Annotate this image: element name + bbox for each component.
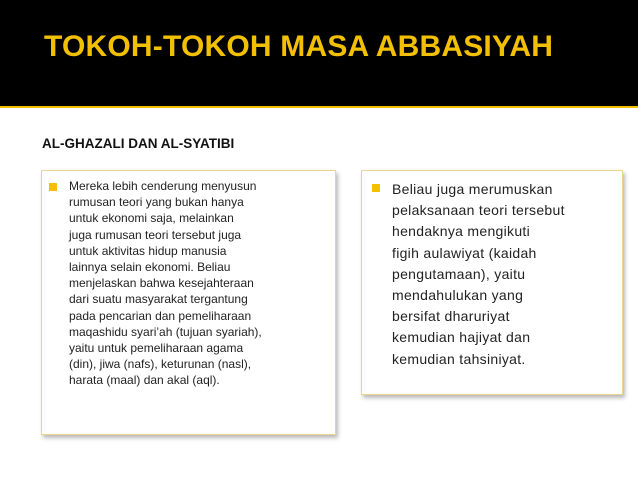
right-content-box	[361, 170, 623, 395]
square-bullet-icon	[372, 184, 380, 192]
title-bar	[0, 0, 638, 106]
left-bullet-item	[49, 178, 329, 389]
slide-subtitle: AL-GHAZALI DAN AL-SYATIBI	[42, 136, 235, 151]
right-bullet-item	[372, 179, 618, 370]
slide-title: TOKOH-TOKOH MASA ABBASIYAH	[44, 30, 554, 63]
left-bullet-text: Mereka lebih cenderung menyusun rumusan teori yang bukan hanya untuk ekonomi saja, melainkan juga rumusan teori tersebut juga untuk aktivitas hidup manusia lainnya selain ekonomi. Beliau menjelaskan bahwa kesejahteraan dari suatu masyarakat tergantung pada pencarian dan pemeliharaan maqashidu syari’ah (tujuan syariah), yaitu untuk pemeliharaan agama (din), jiwa (nafs), keturunan (nasl), harata (maal) dan akal (aql).	[69, 179, 262, 388]
left-content-box	[41, 170, 336, 435]
right-bullet-text: Beliau juga merumuskan pelaksanaan teori tersebut hendaknya mengikuti figih aulawiyat (kaidah pengutamaan), yaitu mendahulukan yang bersifat dharuriyat kemudian hajiyat dan kemudian tahsiniyat.	[392, 181, 565, 367]
title-divider	[0, 106, 638, 108]
square-bullet-icon	[49, 183, 57, 191]
